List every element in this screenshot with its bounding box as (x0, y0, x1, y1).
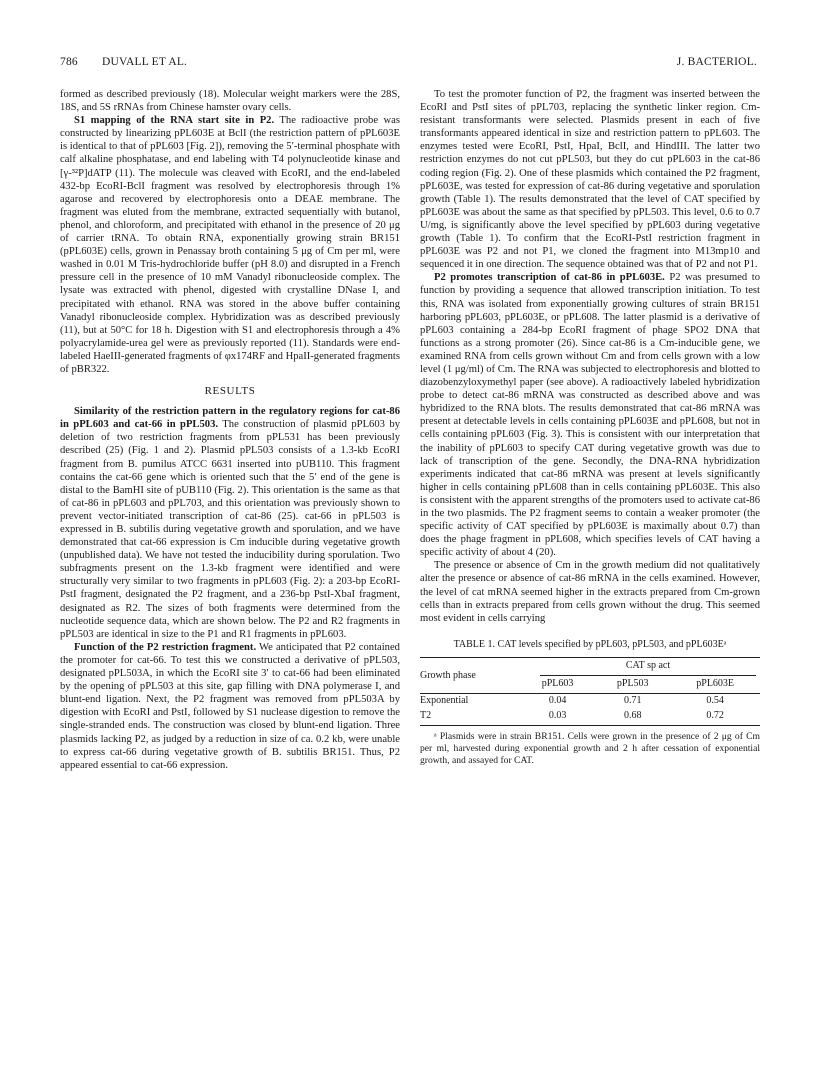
group-header: CAT sp act (540, 660, 756, 676)
running-head (60, 56, 757, 74)
paragraph-heading: Function of the P2 restriction fragment. (74, 641, 257, 653)
paragraph-heading: P2 promotes transcription of cat-86 in pPL603E. (434, 272, 665, 284)
table-title: TABLE 1. CAT levels specified by pPL603, pPL503, and pPL603Eᵃ (453, 638, 727, 650)
paragraph (60, 114, 400, 376)
paragraph-body: The radioactive probe was constructed by linearizing pPL603E at BclI (the restriction pattern of pPL603E is identical to that of pPL603 [Fig. 2]), removing the 5′-terminal phosphate with calf alkaline phosphatase, and end labeling with T4 polynucleotide kinase and [γ-³²P]dATP (11). The molecule was cleaved with EcoRI, and the end-labeled 432-bp EcoRI-BclI fragment was resolved by electrophoresis through 1% agarose and recovered by electrophoresis onto a DEAE membrane. The fragment was eluted from the membrane, extracted sequentially with butanol, phenol, and chloroform, and precipitated with ethanol in the presence of 20 μg of carrier tRNA. To obtain RNA, exponentially growing strain BR151 (pPL603E) cells, grown in Penassay broth containing 5 μg of Cm per ml, were washed in 0.01 M Tris-hydrochloride buffer (pH 8.0) and disrupted in a French pressure cell in the presence of 10 mM Vanadyl ribonucleoside complex. The lysate was extracted with phenol, digested with crystalline DNase I, and precipitated with ethanol. RNA was stored in the above buffer containing Vanadyl ribonucleoside complex. Hybridization was as described previously (11), but at 50°C for 18 h. Digestion with S1 and electrophoresis through a 4% polyacrylamide-urea gel were as previously reported (11). Standards were end-labeled HaeIII-generated fragments of φx174RF and HpaII-generated fragments of pBR322. (60, 115, 401, 375)
paragraph-body: The construction of plasmid pPL603 by deletion of two restriction fragments from pPL531 has been previously described (25) (Fig. 1 and 2). Plasmid pPL503 consists of a 1.3-kb EcoRI fragment from B. pumilus ATCC 6631 inserted into pUB110. This fragment contains the cat-66 gene which is oriented such that the 5′ end of the gene is distal to the BamHI site of pUB110 (Fig. 2). This orientation is the same as that of cat-86 in pPL603 and pPL703, and this orientation was previously shown to prevent vector-initiated transcription of cat-86 (25). cat-66 in pPL503 is expressed in B. subtilis during vegetative growth and sporulation, and we have demonstrated that cat-66 expression is Cm inducible during vegetative growth (unpublished data). We have not tested the inducibility during sporulation. Two subfragments present on the 1.3-kb fragment were identified and were structurally very similar to two fragments in pPL603 (Fig. 2): a 203-bp EcoRI-PstI fragment, designated the P2 fragment, and a 236-bp PstI-XbaI fragment, designated as R2. The sizes of both fragments were determined from the nucleotide sequence data, which are shown below. The P2 and R2 fragments in pPL503 are identical in size to the P1 and R1 fragments in pPL603. (60, 419, 400, 640)
table-cell: 0.54 (706, 695, 724, 707)
column-header: pPL603E (670, 676, 760, 694)
row-label: T2 (420, 709, 520, 726)
paragraph: To test the promoter function of P2, the fragment was inserted between the EcoRI and PstI sites of pPL703, replacing the synthetic linker region. Cm-resistant transformants were selected. Plasmids present in each of five transformants appeared identical in size and restriction pattern to pPL603. The enzymes tested were EcoRI, PstI, HpaI, BclI, and HindIII. The latter two restriction enzymes do not cut pPL503, but they do cut pPL603 in the cat-86 coding region (Fig. 2). One of these plasmids which contained the P2 fragment, pPL603E, was tested for expression of cat-86 during vegetative and sporulation growth (Table 1). The results demonstrated that the level of CAT specified by pPL603E was about the same as that specified by pPL503. This level, 0.6 to 0.7 U/mg, is significantly above the level specified by pPL603 during vegetative growth (Table 1). To confirm that the EcoRI-PstI restriction fragment in pPL603E was P2 and not P1, we cloned the fragment into M13mp10 and sequenced it in one direction. The sequence obtained was that of P2 and not P1. (420, 89, 760, 271)
column-header: pPL603 (520, 676, 595, 694)
table-header-row (420, 658, 760, 676)
column-header: pPL503 (595, 676, 670, 694)
running-head-journal: J. BACTERIOL. (676, 56, 757, 68)
section-title: RESULTS (204, 385, 256, 398)
paragraph (60, 641, 400, 772)
left-column (60, 88, 400, 772)
table-row (420, 709, 760, 726)
paragraph (420, 271, 760, 559)
row-header: Growth phase (420, 658, 520, 694)
table-footnote: ᵃ Plasmids were in strain BR151. Cells were grown in the presence of 2 μg of Cm per ml, harvested during exponential growth and 2 h after cessation of exponential growth, and assayed for CAT. (420, 731, 760, 767)
table-cell: 0.03 (520, 709, 595, 726)
paragraph-heading: Similarity of the restriction pattern in the regulatory regions for cat-86 in pPL603 and cat-66 in pPL503. (60, 406, 400, 431)
right-column (420, 88, 760, 767)
table-cell: 0.71 (623, 695, 642, 707)
paragraph: The presence or absence of Cm in the growth medium did not qualitatively alter the presence or absence of cat-86 mRNA in the cells examined. However, the level of cat mRNA seemed higher in the extracts prepared from Cm-grown cells than in extracts prepared from cells grown without the drug. This seemed most evident in cells carrying (420, 560, 760, 624)
paragraph (60, 405, 400, 641)
paragraph: formed as described previously (18). Molecular weight markers were the 28S, 18S, and 5S rRNAs from Chinese hamster ovary cells. (60, 89, 400, 114)
cat-levels-table (420, 657, 760, 726)
table-cell: 0.68 (595, 709, 670, 726)
paragraph-body: We anticipated that P2 contained the promoter for cat-66. To test this we constructed a derivative of pPL503, designated pPL503A, in which the EcoRI site 3′ to cat-66 had been eliminated by the opening of pPL503 at this site, gap filling with DNA polymerase I, and blunt-end ligation. Next, the P2 fragment was removed from pPL503A by digestion with EcoRI and PstI, followed by S1 nuclease digestion to remove the single-stranded ends. The construction was closed by blunt-end ligation. Three plasmids lacking P2, as judged by a reduction in size of ca. 0.2 kb, were unable to express cat-66 during vegetative growth of B. subtilis BR151. Thus, P2 appeared essential to cat-66 expression. (60, 641, 400, 771)
table-cell: 0.04 (548, 695, 567, 707)
running-head-authors: DUVALL ET AL. (102, 56, 188, 68)
row-label: Exponential (420, 695, 469, 707)
table-cell: 0.72 (670, 709, 760, 726)
table-1 (420, 639, 760, 768)
paragraph-heading: S1 mapping of the RNA start site in P2. (74, 115, 275, 127)
paragraph-body: P2 was presumed to function by providing a sequence that allowed transcription initiation. To test this, RNA was isolated from exponentially growing cultures of strain BR151 harboring pPL603, pPL603E, or pPL608. The latter plasmid is a derivative of pPL603 containing a 284-bp EcoRI fragment of phage SPO2 DNA that functions as a strong promoter (26). Since cat-86 is a Cm-inducible gene, we examined RNA from cells grown without Cm and from cells grown with a low level (1 μg/ml) of Cm. The RNA was subjected to electrophoresis and blotted to diazobenzyloxymethyl paper (see above). A radioactively labeled hybridization probe to detect cat-86 mRNA was constructed as described above and was hybridized to the RNA blots. The results demonstrated that cat-86 mRNA was present at detectable levels in cells containing pPL603E and pPL608, but not in cells containing pPL603 (Fig. 3). This is consistent with our interpretation that the inability of pPL603 to specify CAT during vegetative growth was due to lack of transcription of the gene. Secondly, the DNA-RNA hybridization experiments indicated that cat-86 mRNA was present at levels significantly higher in cells containing pPL608 than in cells containing pPL603E. This also is consistent with the apparent strengths of the promoters used to activate cat-86 in the two plasmids. The P2 fragment seems to contain a weaker promoter (the specific activity of CAT specified by pPL603E is maximally about 0.7) than does the phage fragment in pPL608, which specifies levels of CAT having a specific activity of about 4 (20). (420, 272, 760, 559)
page-number: 786 (60, 56, 78, 68)
table-row (420, 694, 760, 709)
